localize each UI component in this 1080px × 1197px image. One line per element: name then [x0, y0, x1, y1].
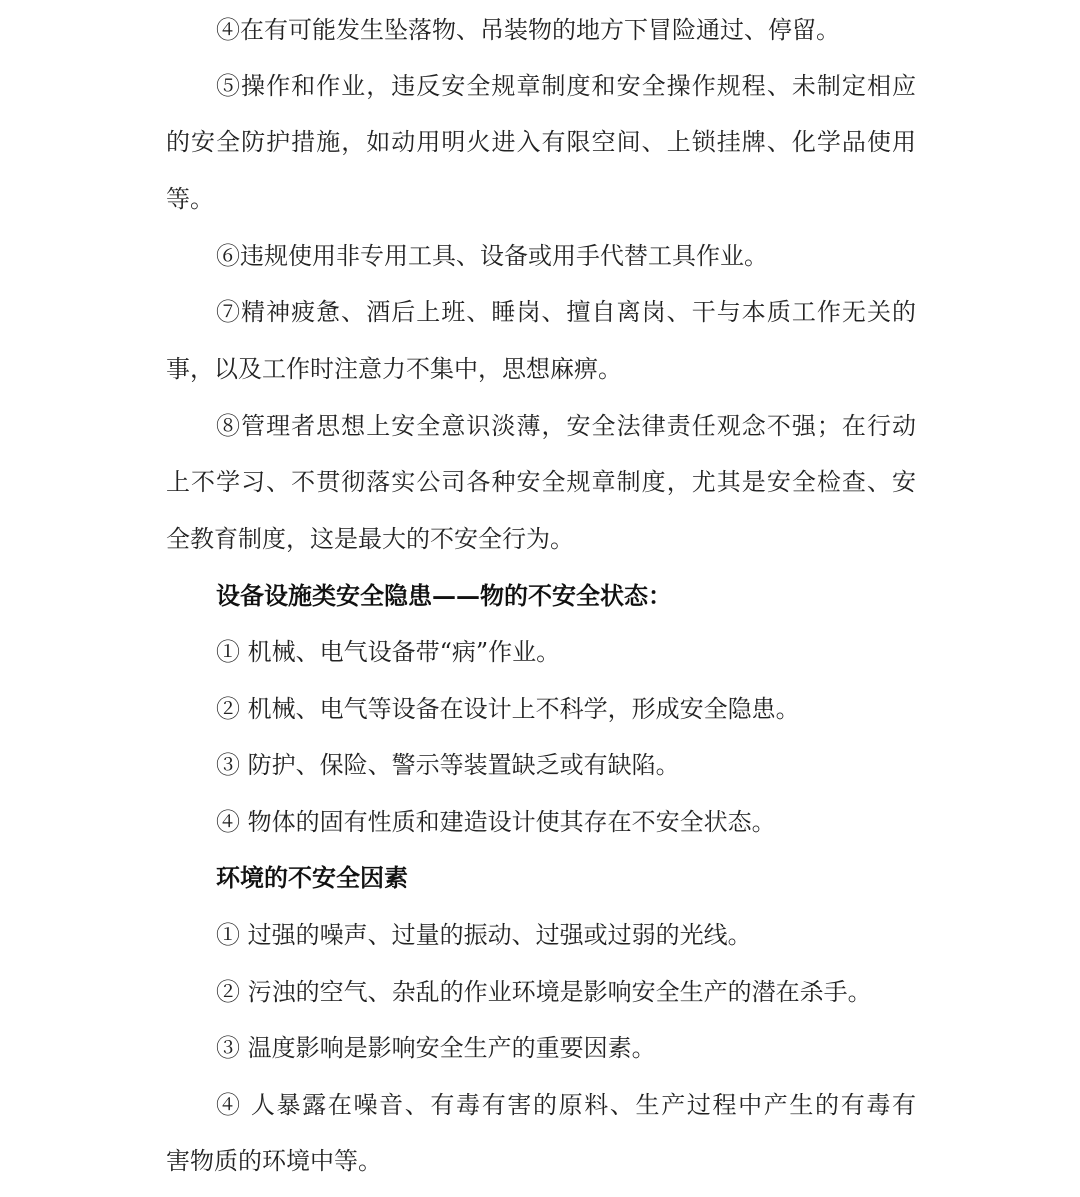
text-line: 事，以及工作时注意力不集中，思想麻痹。: [166, 355, 622, 383]
section-heading: 环境的不安全因素: [216, 863, 408, 892]
list-item: ③ 防护、保险、警示等装置缺乏或有缺陷。: [216, 751, 680, 779]
text-line: ⑤操作和作业，违反安全规章制度和安全操作规程、未制定相应: [216, 72, 916, 100]
text-line: 上不学习、不贯彻落实公司各种安全规章制度，尤其是安全检查、安: [166, 468, 916, 496]
list-item: ③ 温度影响是影响安全生产的重要因素。: [216, 1034, 656, 1062]
text-line: 全教育制度，这是最大的不安全行为。: [166, 525, 574, 553]
text-line: 害物质的环境中等。: [166, 1147, 382, 1175]
list-item: ② 污浊的空气、杂乱的作业环境是影响安全生产的潜在杀手。: [216, 978, 872, 1006]
text-line: ⑦精神疲惫、酒后上班、睡岗、擅自离岗、干与本质工作无关的: [216, 298, 916, 326]
text-line: ⑧管理者思想上安全意识淡薄，安全法律责任观念不强；在行动: [216, 412, 916, 440]
text-line: ④在有可能发生坠落物、吊装物的地方下冒险通过、停留。: [216, 16, 840, 44]
text-line: 等。: [166, 185, 214, 213]
text-line: ⑥违规使用非专用工具、设备或用手代替工具作业。: [216, 242, 768, 270]
section-heading: 设备设施类安全隐患——物的不安全状态：: [216, 581, 672, 610]
list-item: ① 机械、电气设备带“病”作业。: [216, 638, 561, 666]
list-item: ④ 物体的固有性质和建造设计使其存在不安全状态。: [216, 808, 776, 836]
text-line: 的安全防护措施，如动用明火进入有限空间、上锁挂牌、化学品使用: [166, 128, 916, 156]
list-item: ② 机械、电气等设备在设计上不科学，形成安全隐患。: [216, 695, 800, 723]
list-item: ④ 人暴露在噪音、有毒有害的原料、生产过程中产生的有毒有: [216, 1091, 916, 1119]
list-item: ① 过强的噪声、过量的振动、过强或过弱的光线。: [216, 921, 752, 949]
